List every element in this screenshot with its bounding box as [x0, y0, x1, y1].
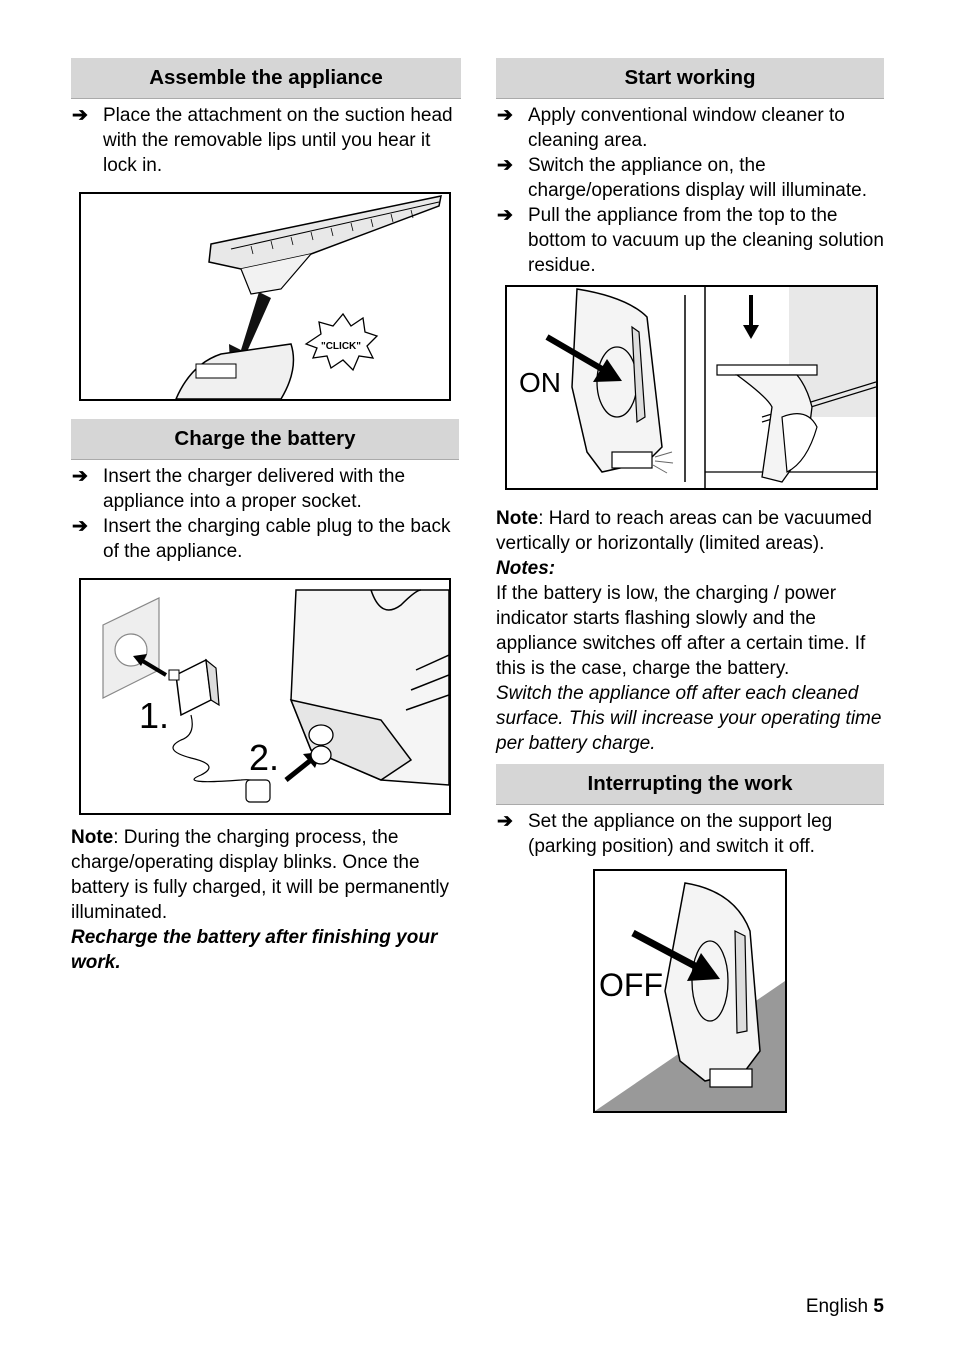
- charge-heading: Charge the battery: [71, 419, 459, 460]
- list-item: ➔ Set the appliance on the support leg (parking position) and switch it off.: [497, 811, 833, 857]
- arrow-right-icon: ➔: [497, 155, 513, 176]
- arrow-right-icon: ➔: [497, 811, 513, 832]
- right-column: [496, 58, 884, 1113]
- list-item: ➔ Switch the appliance on, the charge/operations display will illuminate.: [497, 155, 868, 201]
- step-1-label: 1.: [139, 695, 170, 736]
- interrupt-list: [496, 809, 884, 859]
- assemble-heading: Assemble the appliance: [71, 58, 461, 99]
- notes-italic: Switch the appliance off after each cleaned surface. This will increase your operating time per battery charge.: [496, 683, 882, 754]
- list-item: ➔ Insert the charger delivered with the appliance into a proper socket.: [72, 466, 406, 512]
- step-2-label: 2.: [249, 737, 280, 778]
- arrow-right-icon: ➔: [497, 105, 513, 126]
- arrow-right-icon: ➔: [72, 516, 88, 537]
- page-number: 5: [873, 1296, 884, 1317]
- page-footer: [806, 1296, 884, 1318]
- charge-list: [71, 464, 461, 564]
- start-heading: Start working: [496, 58, 884, 99]
- arrow-right-icon: ➔: [497, 205, 513, 226]
- recharge-note: Recharge the battery after finishing your work.: [71, 927, 438, 973]
- interrupt-heading: Interrupting the work: [496, 764, 884, 805]
- notes-text: If the battery is low, the charging / power indicator starts flashing slowly and the appliance switches off after a certain time. If this is the case, charge the battery.: [496, 583, 866, 679]
- start-figure: [505, 285, 878, 490]
- charge-figure: [79, 578, 451, 815]
- on-label: ON: [519, 367, 561, 398]
- notes-heading: Notes:: [496, 558, 556, 579]
- footer-language: English: [805, 1296, 869, 1317]
- interrupt-figure: [593, 869, 787, 1113]
- left-column: [71, 58, 461, 975]
- start-list: [496, 103, 884, 278]
- click-label: "CLICK": [320, 341, 362, 352]
- start-note: Note: Hard to reach areas can be vacuumed vertically or horizontally (limited areas).: [496, 508, 872, 554]
- off-label: OFF: [599, 967, 663, 1003]
- list-item: ➔ Place the attachment on the suction head with the removable lips until you hear it lock in.: [72, 105, 453, 176]
- charge-note: Note: During the charging process, the charge/operating display blinks. Once the battery is fully charged, it will be permanently illuminated.: [71, 827, 450, 923]
- arrow-right-icon: ➔: [72, 466, 88, 487]
- assemble-list: [71, 103, 461, 178]
- arrow-right-icon: ➔: [72, 105, 88, 126]
- list-item: ➔ Apply conventional window cleaner to cleaning area.: [497, 105, 845, 151]
- list-item: ➔ Pull the appliance from the top to the bottom to vacuum up the cleaning solution residue.: [497, 205, 884, 276]
- list-item: ➔ Insert the charging cable plug to the back of the appliance.: [72, 516, 451, 562]
- assemble-figure: [79, 192, 451, 401]
